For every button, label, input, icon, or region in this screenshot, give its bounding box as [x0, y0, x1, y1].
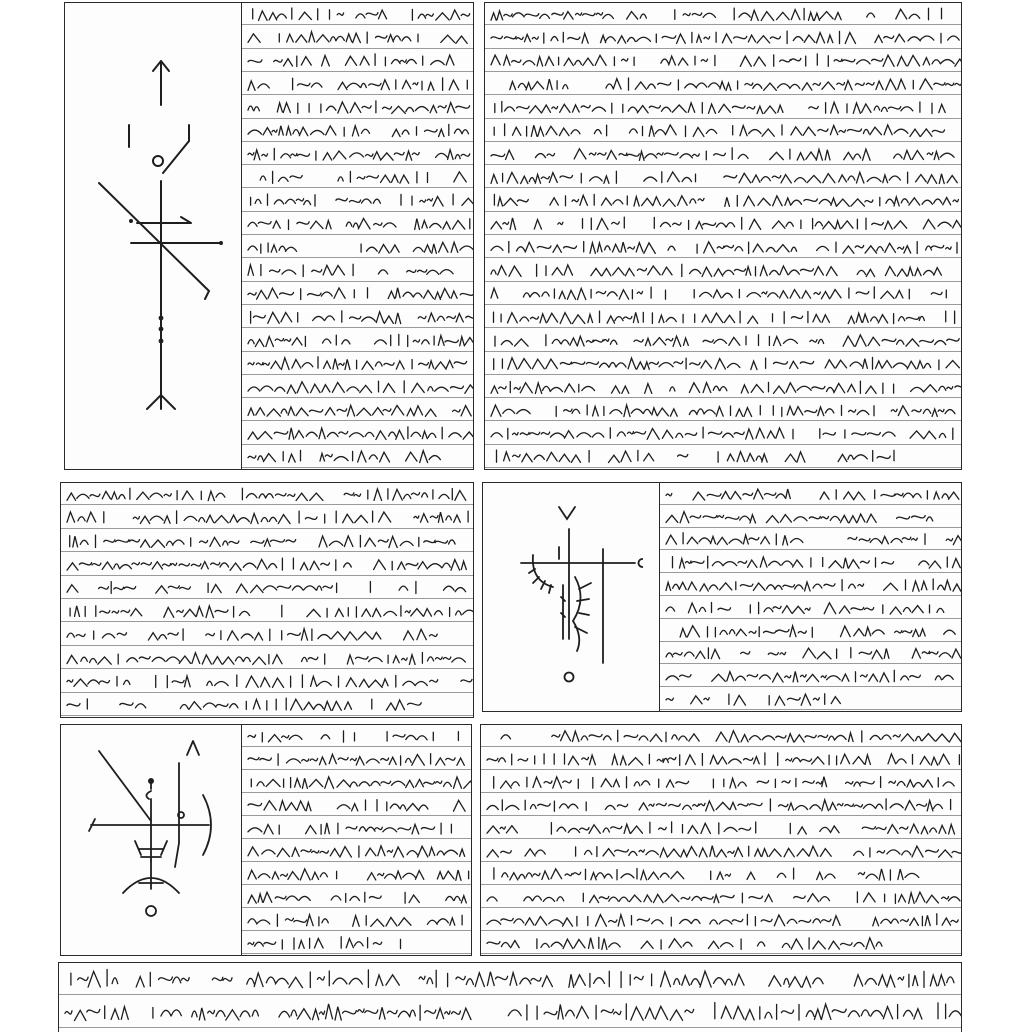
ruled-line	[242, 746, 471, 747]
ruled-line	[485, 141, 961, 142]
glyph-line	[481, 774, 961, 792]
ruled-line	[485, 467, 961, 468]
ruled-line	[61, 575, 473, 576]
ruled-line	[660, 572, 961, 573]
glyph-line	[61, 673, 473, 691]
panel-bottom-right	[480, 724, 962, 956]
text-block-top-wide	[485, 3, 961, 469]
ruled-line	[481, 746, 961, 747]
ruled-line	[242, 444, 473, 445]
glyph-line	[242, 912, 471, 930]
glyph-line	[242, 146, 473, 164]
ruled-line	[485, 327, 961, 328]
crescent-cross-sigil-icon	[493, 489, 643, 701]
ruled-line	[485, 48, 961, 49]
glyph-line	[242, 448, 473, 466]
glyph-line	[242, 6, 473, 24]
glyph-line	[61, 556, 473, 574]
glyph-line	[485, 99, 961, 117]
glyph-line	[61, 603, 473, 621]
ruled-line	[242, 187, 473, 188]
ruled-line	[61, 504, 473, 505]
ruled-line	[660, 709, 961, 710]
glyph-line	[61, 579, 473, 597]
ruled-line	[242, 304, 473, 305]
text-block-bottom-wide	[481, 725, 961, 955]
glyph-line	[481, 935, 961, 953]
glyph-line	[242, 262, 473, 280]
glyph-line	[242, 843, 471, 861]
glyph-line	[242, 379, 473, 397]
ruled-line	[59, 1027, 961, 1028]
panel-footer	[58, 962, 962, 1032]
ruled-line	[242, 71, 473, 72]
glyph-line	[242, 935, 471, 953]
ruled-line	[242, 234, 473, 235]
ruled-line	[242, 930, 471, 931]
text-block-middle-right	[659, 483, 961, 711]
ruled-line	[485, 257, 961, 258]
ruled-line	[481, 930, 961, 931]
glyph-line	[242, 169, 473, 187]
ruled-line	[660, 641, 961, 642]
glyph-line	[242, 309, 473, 327]
panel-bottom-left	[60, 724, 472, 956]
ruled-line	[660, 527, 961, 528]
ruled-line	[242, 467, 473, 468]
glyph-line	[660, 509, 961, 527]
ruled-line	[485, 94, 961, 95]
ruled-line	[61, 645, 473, 646]
ruled-line	[242, 327, 473, 328]
ruled-line	[481, 861, 961, 862]
glyph-line	[242, 29, 473, 47]
ruled-line	[242, 24, 473, 25]
glyph-line	[242, 215, 473, 233]
ruled-line	[485, 444, 961, 445]
glyph-line	[481, 912, 961, 930]
glyph-line	[242, 99, 473, 117]
glyph-line	[485, 146, 961, 164]
glyph-line	[481, 820, 961, 838]
glyph-line	[485, 215, 961, 233]
glyph-line	[485, 169, 961, 187]
glyph-line	[242, 820, 471, 838]
text-block-top-narrow	[241, 3, 473, 469]
text-block-bottom-narrow	[241, 725, 471, 955]
staff-sigil-icon	[69, 43, 239, 433]
glyph-line	[242, 52, 473, 70]
ruled-line	[61, 528, 473, 529]
glyph-line	[242, 122, 473, 140]
glyph-line	[61, 626, 473, 644]
glyph-line	[485, 379, 961, 397]
glyph-line	[485, 448, 961, 466]
ruled-line	[660, 595, 961, 596]
ruled-line	[242, 94, 473, 95]
ruled-line	[660, 549, 961, 550]
ruled-line	[485, 164, 961, 165]
ruled-line	[242, 48, 473, 49]
ruled-line	[242, 118, 473, 119]
glyph-line	[485, 262, 961, 280]
panel-middle-right	[482, 482, 962, 712]
ruled-line	[242, 815, 471, 816]
glyph-line	[242, 239, 473, 257]
glyph-line	[242, 797, 471, 815]
ruled-line	[242, 792, 471, 793]
panel-top-left	[64, 2, 474, 470]
glyph-line	[242, 332, 473, 350]
ruled-line	[481, 769, 961, 770]
panel-middle-left	[60, 482, 474, 718]
glyph-line	[485, 425, 961, 443]
ruled-line	[242, 838, 471, 839]
glyph-line	[242, 728, 471, 746]
glyph-line	[660, 577, 961, 595]
text-block-footer	[59, 963, 961, 1029]
glyph-line	[485, 402, 961, 420]
glyph-line	[485, 309, 961, 327]
glyph-line	[481, 728, 961, 746]
ruled-line	[242, 374, 473, 375]
glyph-line	[59, 967, 961, 993]
glyph-line	[485, 76, 961, 94]
ruled-line	[242, 281, 473, 282]
ruled-line	[61, 598, 473, 599]
ruled-line	[485, 351, 961, 352]
ruled-line	[485, 304, 961, 305]
glyph-line	[242, 774, 471, 792]
glyph-line	[481, 866, 961, 884]
ruled-line	[660, 618, 961, 619]
glyph-line	[242, 402, 473, 420]
glyph-line	[481, 843, 961, 861]
glyph-line	[242, 889, 471, 907]
ruled-line	[242, 397, 473, 398]
glyph-line	[485, 29, 961, 47]
glyph-line	[660, 668, 961, 686]
glyph-line	[481, 889, 961, 907]
glyph-line	[242, 355, 473, 373]
ruled-line	[61, 668, 473, 669]
glyph-line	[485, 285, 961, 303]
ruled-line	[660, 504, 961, 505]
glyph-line	[485, 6, 961, 24]
glyph-line	[481, 751, 961, 769]
ruled-line	[485, 374, 961, 375]
glyph-line	[242, 425, 473, 443]
glyph-line	[61, 533, 473, 551]
ruled-line	[242, 769, 471, 770]
glyph-line	[481, 797, 961, 815]
ruled-line	[481, 884, 961, 885]
ruled-line	[485, 118, 961, 119]
panel-top-right	[484, 2, 962, 470]
glyph-line	[485, 122, 961, 140]
glyph-line	[242, 192, 473, 210]
ruled-line	[660, 686, 961, 687]
ruled-line	[481, 838, 961, 839]
glyph-line	[485, 239, 961, 257]
figure-sigil-icon	[81, 733, 251, 943]
glyph-line	[61, 696, 473, 714]
glyph-line	[242, 285, 473, 303]
ruled-line	[481, 815, 961, 816]
ruled-line	[242, 861, 471, 862]
ruled-line	[481, 792, 961, 793]
glyph-line	[242, 751, 471, 769]
ruled-line	[61, 551, 473, 552]
ruled-line	[242, 351, 473, 352]
glyph-line	[660, 645, 961, 663]
ruled-line	[242, 164, 473, 165]
glyph-line	[59, 1000, 961, 1026]
ruled-line	[242, 953, 471, 954]
glyph-line	[242, 866, 471, 884]
glyph-line	[485, 192, 961, 210]
ruled-line	[485, 71, 961, 72]
glyph-line	[660, 531, 961, 549]
ruled-line	[481, 907, 961, 908]
ruled-line	[242, 141, 473, 142]
ruled-line	[61, 692, 473, 693]
ruled-line	[242, 884, 471, 885]
glyph-line	[660, 600, 961, 618]
glyph-line	[61, 650, 473, 668]
ruled-line	[485, 420, 961, 421]
glyph-line	[485, 52, 961, 70]
ruled-line	[481, 953, 961, 954]
ruled-line	[485, 281, 961, 282]
glyph-line	[61, 509, 473, 527]
ruled-line	[485, 234, 961, 235]
ruled-line	[485, 397, 961, 398]
glyph-line	[485, 332, 961, 350]
ruled-line	[485, 187, 961, 188]
glyph-line	[660, 486, 961, 504]
ruled-line	[660, 663, 961, 664]
ruled-line	[242, 211, 473, 212]
ruled-line	[485, 24, 961, 25]
glyph-line	[660, 623, 961, 641]
glyph-line	[242, 76, 473, 94]
text-block-middle-left	[61, 483, 473, 717]
ruled-line	[242, 907, 471, 908]
glyph-line	[660, 691, 961, 709]
ruled-line	[61, 715, 473, 716]
glyph-line	[660, 554, 961, 572]
ruled-line	[242, 257, 473, 258]
glyph-line	[61, 486, 473, 504]
ruled-line	[61, 621, 473, 622]
ruled-line	[485, 211, 961, 212]
glyph-line	[485, 355, 961, 373]
ruled-line	[242, 420, 473, 421]
ruled-line	[59, 994, 961, 995]
